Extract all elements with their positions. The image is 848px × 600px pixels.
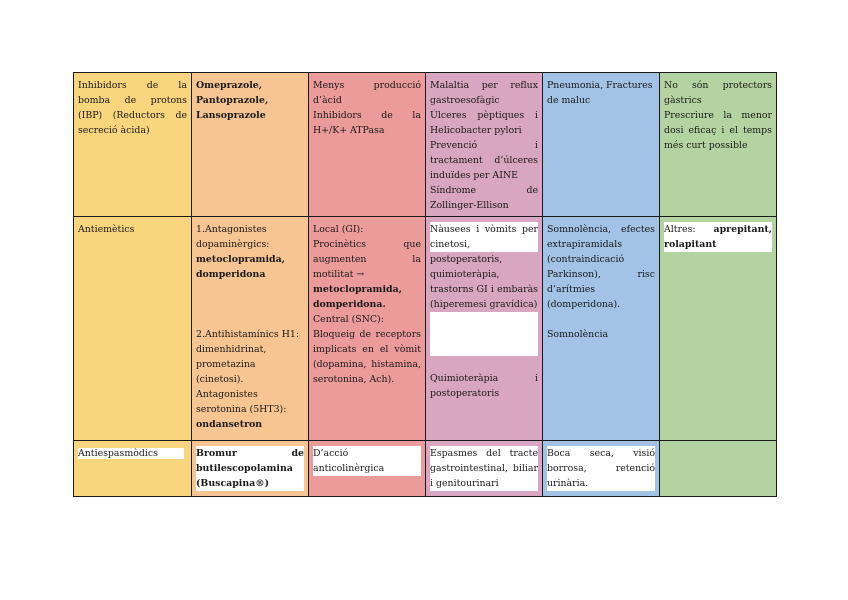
drug-names: ondansetron <box>196 419 263 430</box>
drug-names: Omeprazole, Pantoprazole, Lansoprazole <box>196 80 269 121</box>
cell-drugs-antispasmodics <box>192 441 309 497</box>
indication-box <box>430 252 538 356</box>
cell-indications-antiemetics <box>426 217 543 441</box>
adverse-effects: Pneumonia, Fractures de maluc <box>547 80 653 106</box>
mechanism-local-drugs: metoclopramida, domperidona. <box>313 284 402 310</box>
drug-group-title: 2.Antihistamínics H1: <box>196 329 299 340</box>
group-label: Antiespasmòdics <box>78 448 184 459</box>
adverse-effects: Boca seca, visió borrosa, retenció urinària. <box>547 448 655 489</box>
adverse-effects-2: Somnolència <box>547 329 609 340</box>
indication-item: postoperatoris, <box>430 252 538 267</box>
cell-notes-ibp <box>660 73 777 217</box>
cell-drugs-ibp <box>192 73 309 217</box>
indication-line: Síndrome de Zollinger-Ellison <box>430 185 538 211</box>
cell-indications-antispasmodics <box>426 441 543 497</box>
cell-group-ibp <box>74 73 192 217</box>
mechanism-line: Menys producció d’àcid <box>313 80 421 106</box>
mechanism-line: Inhibidors de la H+/K+ ATPasa <box>313 110 421 136</box>
indication-line: Prevenció i tractament d’úlceres induïdes per AINE <box>430 140 538 181</box>
note-line: Prescriure la menor dosi eficaç i el temps més curt possible <box>664 110 772 151</box>
drug-names: Bromur de butilescopolamina (Buscapina®) <box>196 448 304 489</box>
drug-table <box>73 72 777 497</box>
drug-group-title: 1.Antagonistes dopaminèrgics: <box>196 224 270 250</box>
table-row-ibp <box>74 73 777 217</box>
cell-mechanism-ibp <box>309 73 426 217</box>
drug-names: metoclopramida, domperidona <box>196 254 285 280</box>
cell-group-antiemetics <box>74 217 192 441</box>
indication-line: Malaltia per reflux gastroesofàgic <box>430 80 538 106</box>
drug-group-text: dimenhidrinat, prometazina (cinetosi). <box>196 344 267 385</box>
mechanism-local-label: Local (GI): <box>313 224 364 235</box>
cell-notes-antispasmodics <box>660 441 777 497</box>
cell-adverse-antispasmodics <box>543 441 660 497</box>
table-row-antiemetics <box>74 217 777 441</box>
cell-group-antispasmodics <box>74 441 192 497</box>
mechanism-text: D’acció anticolinèrgica <box>313 446 421 476</box>
indication-bottom: Quimioteràpia i postoperatoris <box>430 373 538 399</box>
note-drugs: aprepitant, rolapitant <box>664 224 772 250</box>
group-label: Antiemètics <box>78 224 135 235</box>
indication-top: Nàusees i vòmits per cinetosi, <box>430 224 538 250</box>
cell-mechanism-antiemetics <box>309 217 426 441</box>
indication-line: Úlceres pèptiques i Helicobacter pylori <box>430 110 538 136</box>
adverse-effects: Somnolència, efectes extrapiramidals (contraindicació Parkinson), risc d’arítmies (domperidona). <box>547 224 655 310</box>
cell-adverse-antiemetics <box>543 217 660 441</box>
mechanism-central-label: Central (SNC): <box>313 314 384 325</box>
drug-group-title: Antagonistes serotonina (5HT3): <box>196 389 287 415</box>
note-other <box>664 222 772 252</box>
cell-drugs-antiemetics <box>192 217 309 441</box>
note-line: No són protectors gàstrics <box>664 80 772 106</box>
cell-indications-ibp <box>426 73 543 217</box>
mechanism-local-text: Procinètics que augmenten la motilitat → <box>313 239 421 280</box>
cell-notes-antiemetics <box>660 217 777 441</box>
table-row-antispasmodics <box>74 441 777 497</box>
indication-text: Espasmes del tracte gastrointestinal, biliar i genitourinari <box>430 448 538 489</box>
cell-adverse-ibp <box>543 73 660 217</box>
group-label: Inhibidors de la bomba de protons (IBP) (Reductors de secreció àcida) <box>78 80 187 136</box>
indication-item: trastorns GI i embaràs (hiperemesi gravídica) <box>430 284 538 310</box>
mechanism-central-text: Bloqueig de receptors implicats en el vòmit (dopamina, histamina, serotonina, Ach). <box>313 329 421 385</box>
note-label: Altres: <box>664 224 696 235</box>
indication-item: quimioteràpia, <box>430 267 538 282</box>
cell-mechanism-antispasmodics <box>309 441 426 497</box>
